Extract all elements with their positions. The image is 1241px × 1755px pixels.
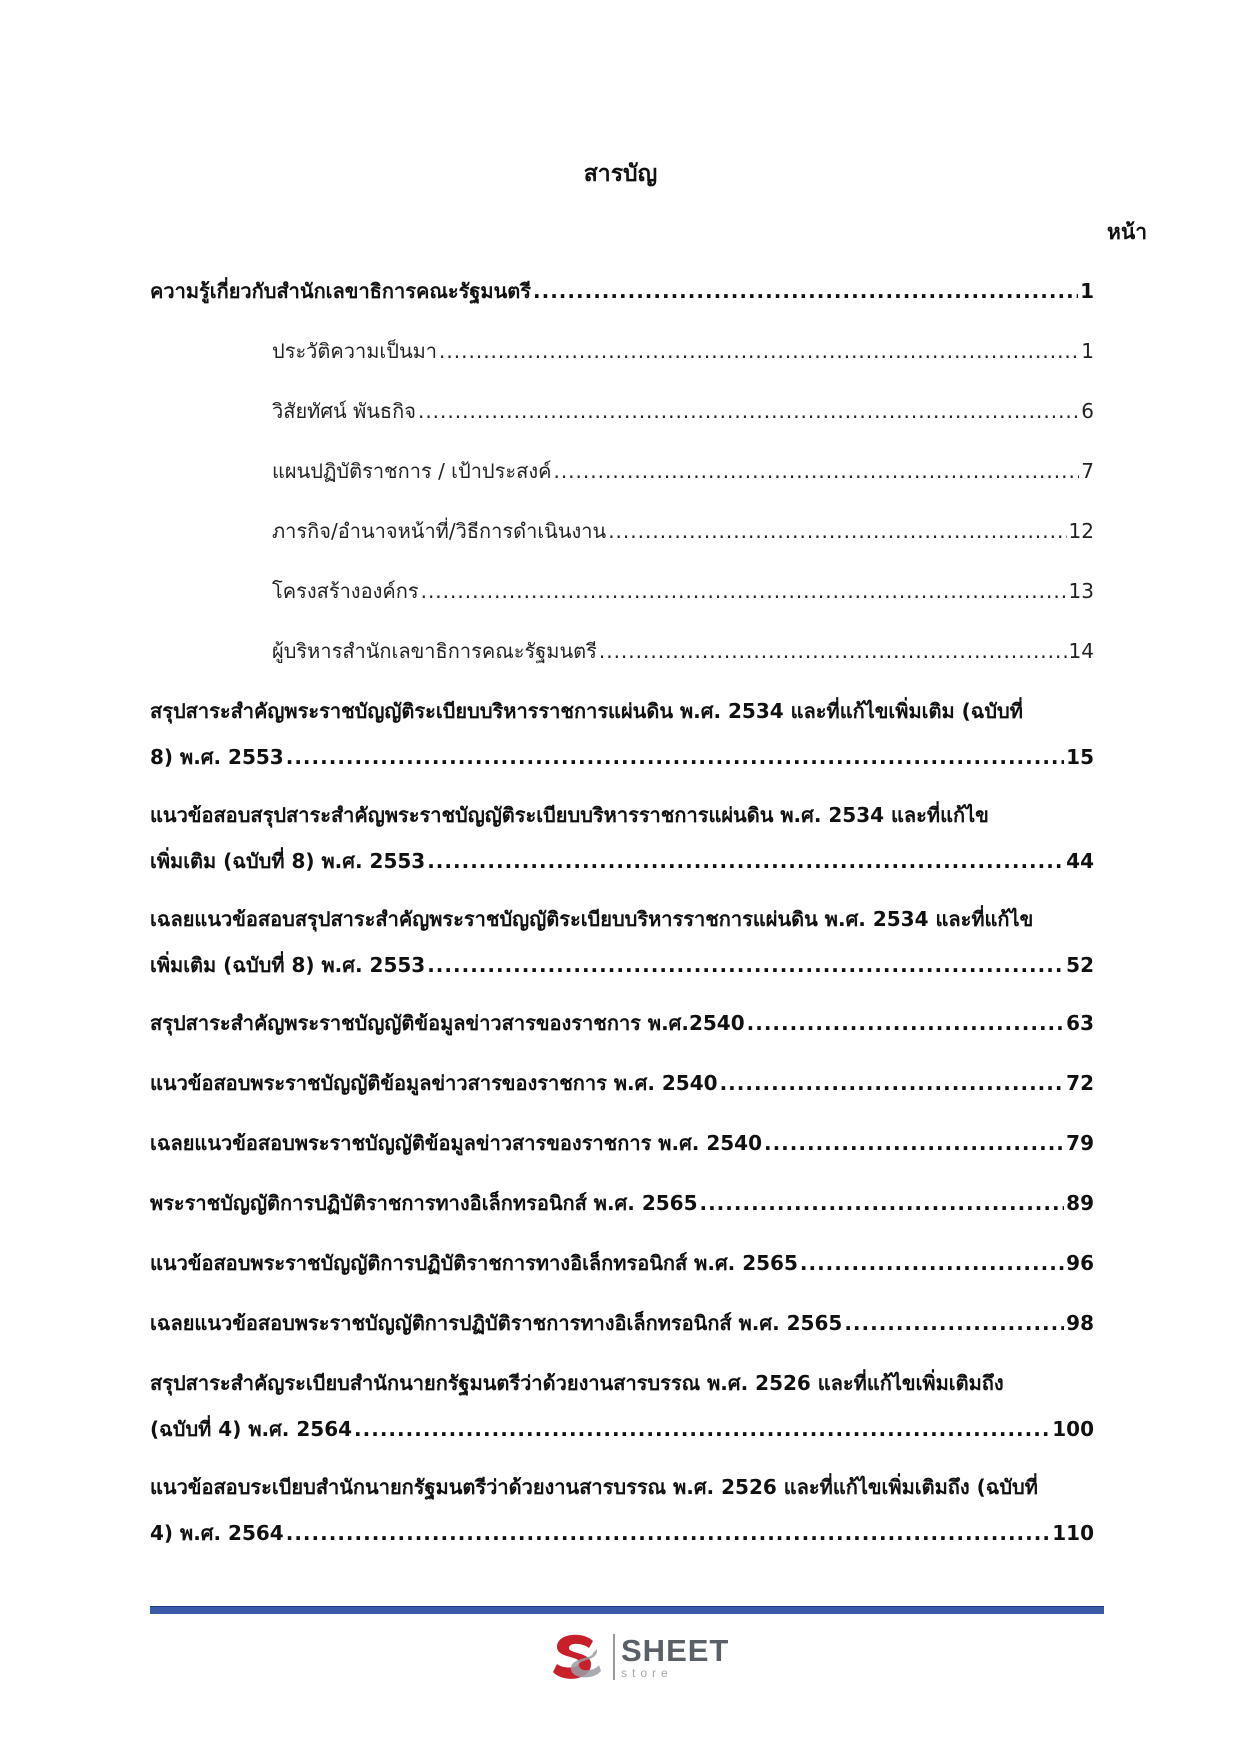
leader-dots <box>286 1520 1051 1546</box>
toc-entry-title: โครงสร้างองค์กร <box>272 579 419 603</box>
leader-dots <box>427 952 1064 978</box>
toc-entry[interactable] <box>150 278 1094 304</box>
toc-subentry[interactable] <box>272 398 1094 424</box>
leader-dots <box>354 1416 1050 1442</box>
toc-entry-title-line1: แนวข้อสอบระเบียบสำนักนายกรัฐมนตรีว่าด้วยงานสารบรรณ พ.ศ. 2526 และที่แก้ไขเพิ่มเติมถึง (ฉบับที่ <box>150 1475 1038 1499</box>
toc-entry[interactable] <box>150 1250 1094 1276</box>
toc-entry-title-line1: สรุปสาระสำคัญพระราชบัญญัติระเบียบบริหารราชการแผ่นดิน พ.ศ. 2534 และที่แก้ไขเพิ่มเติม (ฉบับที่ <box>150 699 1023 723</box>
toc-entry-page: 44 <box>1066 849 1094 873</box>
toc-entry-page: 89 <box>1066 1191 1094 1215</box>
leader-dots <box>418 398 1079 424</box>
page-column-label: หน้า <box>1107 220 1147 244</box>
toc-entry-title: แนวข้อสอบพระราชบัญญัติข้อมูลข่าวสารของราชการ พ.ศ. 2540 <box>150 1071 718 1095</box>
toc-entry-title: วิสัยทัศน์ พันธกิจ <box>272 399 416 423</box>
toc-entry-title: ความรู้เกี่ยวกับสำนักเลขาธิการคณะรัฐมนตรี <box>150 279 532 303</box>
toc-entry-page: 72 <box>1066 1071 1094 1095</box>
toc-entry-title-line1: สรุปสาระสำคัญระเบียบสำนักนายกรัฐมนตรีว่าด้วยงานสารบรรณ พ.ศ. 2526 และที่แก้ไขเพิ่มเติมถึง <box>150 1371 1004 1395</box>
leader-dots <box>844 1310 1064 1336</box>
toc-entry[interactable] <box>150 1310 1094 1336</box>
toc-entry-title-line1: แนวข้อสอบสรุปสาระสำคัญพระราชบัญญัติระเบียบบริหารราชการแผ่นดิน พ.ศ. 2534 และที่แก้ไข <box>150 803 989 827</box>
leader-dots <box>800 1250 1064 1276</box>
leader-dots <box>553 458 1079 484</box>
toc-subentry[interactable] <box>272 458 1094 484</box>
toc-entry-page: 15 <box>1066 745 1094 769</box>
footer-rule <box>150 1606 1104 1614</box>
toc-entry-title: สรุปสาระสำคัญพระราชบัญญัติข้อมูลข่าวสารของราชการ พ.ศ.2540 <box>150 1011 745 1035</box>
toc-entry-page: 1 <box>1081 339 1094 363</box>
toc-entry-page: 96 <box>1066 1251 1094 1275</box>
toc-entry-title: พระราชบัญญัติการปฏิบัติราชการทางอิเล็กทรอนิกส์ พ.ศ. 2565 <box>150 1191 698 1215</box>
sheet-store-logo <box>549 1631 729 1683</box>
toc-entry-title: เฉลยแนวข้อสอบพระราชบัญญัติการปฏิบัติราชการทางอิเล็กทรอนิกส์ พ.ศ. 2565 <box>150 1311 843 1335</box>
leader-dots <box>533 278 1078 304</box>
toc-subentry[interactable] <box>272 518 1094 544</box>
logo-subtitle: store <box>621 1666 673 1680</box>
toc-entry-title: ผู้บริหารสำนักเลขาธิการคณะรัฐมนตรี <box>272 639 597 663</box>
toc-entry-page: 52 <box>1066 953 1094 977</box>
toc-subentry[interactable] <box>272 338 1094 364</box>
toc-entry[interactable] <box>150 1130 1094 1156</box>
toc-entry-title: 4) พ.ศ. 2564 <box>150 1521 284 1545</box>
toc-entry-title: แนวข้อสอบพระราชบัญญัติการปฏิบัติราชการทางอิเล็กทรอนิกส์ พ.ศ. 2565 <box>150 1251 798 1275</box>
toc-entry-title: เฉลยแนวข้อสอบพระราชบัญญัติข้อมูลข่าวสารของราชการ พ.ศ. 2540 <box>150 1131 762 1155</box>
toc-entry[interactable] <box>150 1474 1094 1546</box>
leader-dots <box>764 1130 1064 1156</box>
leader-dots <box>747 1010 1065 1036</box>
toc-entry[interactable] <box>150 1370 1094 1442</box>
toc-entry-page: 14 <box>1068 639 1094 663</box>
toc-entry-page: 98 <box>1066 1311 1094 1335</box>
toc-entry-page: 6 <box>1081 399 1094 423</box>
toc-entry-title: ประวัติความเป็นมา <box>272 339 438 363</box>
toc-entry-page: 79 <box>1066 1131 1094 1155</box>
toc-entry[interactable] <box>150 906 1094 978</box>
toc-entry[interactable] <box>150 1190 1094 1216</box>
toc-entry-title: 8) พ.ศ. 2553 <box>150 745 284 769</box>
toc-entry-title-line1: เฉลยแนวข้อสอบสรุปสาระสำคัญพระราชบัญญัติระเบียบบริหารราชการแผ่นดิน พ.ศ. 2534 และที่แก้ไข <box>150 907 1034 931</box>
leader-dots <box>599 638 1067 664</box>
leader-dots <box>427 848 1064 874</box>
toc-entry-title: ภารกิจ/อำนาจหน้าที่/วิธีการดำเนินงาน <box>272 519 607 543</box>
leader-dots <box>720 1070 1065 1096</box>
toc-entry-title: เพิ่มเติม (ฉบับที่ 8) พ.ศ. 2553 <box>150 849 426 873</box>
toc-entry-title: เพิ่มเติม (ฉบับที่ 8) พ.ศ. 2553 <box>150 953 426 977</box>
toc-entry-title: (ฉบับที่ 4) พ.ศ. 2564 <box>150 1417 353 1441</box>
toc-entry[interactable] <box>150 1010 1094 1036</box>
toc-entry-page: 12 <box>1068 519 1094 543</box>
toc-entry[interactable] <box>150 698 1094 770</box>
toc-entry-page: 13 <box>1068 579 1094 603</box>
toc-entry-page: 100 <box>1052 1417 1094 1441</box>
page-title: สารบัญ <box>583 161 658 187</box>
toc-entry-title: แผนปฏิบัติราชการ / เป้าประสงค์ <box>272 459 552 483</box>
leader-dots <box>439 338 1079 364</box>
leader-dots <box>286 744 1064 770</box>
logo-divider <box>613 1634 615 1680</box>
toc-entry-page: 63 <box>1066 1011 1094 1035</box>
toc-entry-page: 110 <box>1052 1521 1094 1545</box>
logo-word: SHEET <box>621 1633 730 1668</box>
toc-entry-page: 7 <box>1081 459 1094 483</box>
toc-entry[interactable] <box>150 802 1094 874</box>
toc-subentry[interactable] <box>272 578 1094 604</box>
leader-dots <box>699 1190 1064 1216</box>
leader-dots <box>608 518 1066 544</box>
toc-entry-page: 1 <box>1080 279 1094 303</box>
toc-entry[interactable] <box>150 1070 1094 1096</box>
leader-dots <box>421 578 1067 604</box>
toc-subentry[interactable] <box>272 638 1094 664</box>
sheet-store-s-icon <box>549 1631 605 1683</box>
